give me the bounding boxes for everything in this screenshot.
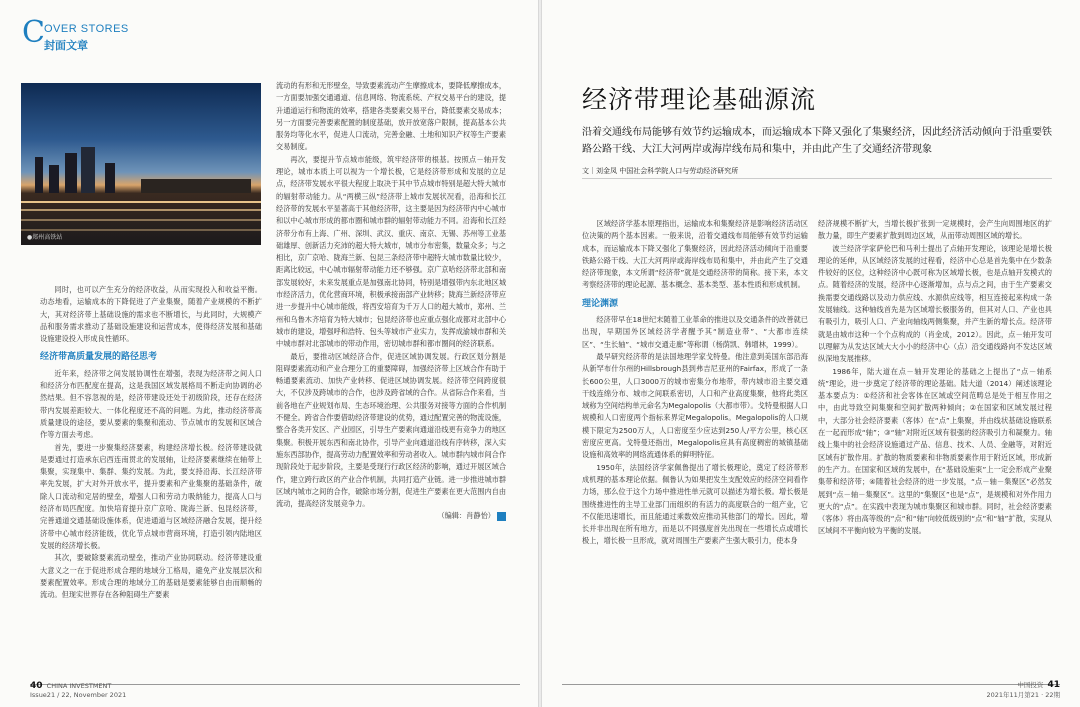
byline: 文｜刘金凤 中国社会科学院人口与劳动经济研究所 (582, 167, 739, 175)
editor-credit (276, 510, 506, 522)
right-column-1 (582, 218, 808, 548)
magazine-name: 中国投资 (1017, 681, 1044, 689)
section-title-en: OVER STORES (44, 23, 129, 35)
magazine-name: CHINA INVESTMENT (46, 682, 112, 690)
photo-caption: ●郑州高铁站 (27, 234, 63, 241)
right-folio (986, 680, 1060, 699)
page-number: 41 (1047, 680, 1060, 690)
left-column-2 (276, 80, 506, 523)
section-header (22, 15, 132, 58)
paragraph: 其次，要破除要素流动壁垒，推动产业协同联动。经济带建设重大意义之一在于促进形成合理的地域分工格局，避免产业发展层次和要素配置效率。形成合理的地域分工的基础是要素能够自由而顺畅的流动。但现实世界存在各种阻碍生产要素 (40, 553, 262, 600)
section-heading: 经济带高质量发展的路径思考 (40, 352, 158, 363)
page-number: 40 (30, 681, 43, 691)
paragraph: 1986年，陆大道在点－轴开发理论的基础之上提出了“点－轴系统”理论，进一步奠定了经济带的理论基础。陆大道（2014）阐述该理论基本要点为：①经济和社会客体在区域或空间范畴总是处于相互作用之中，由此导致空间集聚和空间扩散两种倾向；②在国家和区域发展过程中，大部分社会经济要素（客体）在“点”上集聚，并由线状基础设施联系在一起而形成“轴”；③“轴”对附近区域有很强的经济吸引力和凝聚力。轴线上集中的社会经济设施通过产品、信息、技术、人员、金融等，对附近区域有扩散作用。扩散的物质要素和非物质要素作用于附近区域，形成新的生产力。在国家和区域的发展中，在“基础设施束”上一定会形成产业聚集带和经济带；④随着社会经济的进一步发展，“点－轴－集聚区”必然发展到“点－轴－集聚区”。这里的“集聚区”也是“点”，是规模和对外作用力更大的“点”。在实践中表现为城市集聚区和城市群。同时，社会经济要素（客体）将由高等级的“点”和“轴”向较低级别的“点”和“轴”扩散，实现从区域间不平衡向较为平衡的发展。 (818, 366, 1052, 536)
paragraph: 最后，要推动区域经济合作，促进区域协调发展。行政区划分割是阻碍要素流动和产业合理分工的重要障碍，加强经济带上区域合作有助于畅通要素流动、加快产业转移、促进区域协调发展。经济带空间跨度很大，不仅涉及跨城市的合作，也涉及跨省域的合作。从省际合作来看，当前各地在产业规划布局、生态环境治理、公共服务对接等方面的合作机制不健全。跨省合作要借助经济带建设的优势，通过配置完善的物流设施，整合各类开发区、产业园区，引导生产要素向通道沿线更有竞争力的地区集聚。积极开展东西和南北协作，引导产业向通道沿线有序转移，深入实施东西部协作，提高劳动力配置效率和劳动者收入。城市群内城市间合作现阶段处于起步阶段，主要是受现行行政区经济的影响，通过开展区域合作，建立跨行政区的产业合作机制，共同打造产业链。进一步推进城市群区域内城市之间的合作，破除市场分割，促进生产要素在更大范围内自由流动，提高经济发展竞争力。 (276, 351, 507, 509)
paragraph: 近年来，经济带之间发展协调性在增强，表现为经济带之间人口和经济分布匹配度在提高，这是我国区域发展格局不断走向协调的必然结果。但不容忽视的是，经济带建设还处于初级阶段，还存在经济带内发展差距较大、一体化程度还不高的问题。为此，推动经济带高质量建设的途径，要从要素的集聚和流动、节点城市的发展和区域合作等方面去考虑。 (40, 368, 262, 440)
left-folio (30, 681, 126, 699)
section-logo-c: C (22, 15, 45, 50)
paragraph: 经济带早在18世纪末随着工业革命的推进以及交通条件的改善就已出现，早期国外区域经济学者醒予其“制造业带”、“大都市连续区”、“生长轴”、“城市交通走廊”等称谓（杨荫凯、韩增林，1999）。 (582, 315, 808, 349)
paragraph: 区域经济学基本原理指出，运输成本和集聚经济是影响经济活动区位决策的两个基本因素。一般来说，沿着交通线布局能够有效节约运输成本，而运输成本下降又强化了集聚经济，因此经济活动倾向于沿重要铁路公路干线、大江大河两岸或海岸线布局和集中，并由此产生了交通经济带现象，本文所谓“经济带”就是交通经济带的简称。接下来，本文考察经济带的理论起源、基本概念、基本类型、基本性质和形成机制。 (582, 219, 808, 290)
article-title: 经济带理论基础源流 (582, 85, 817, 114)
left-page (0, 0, 538, 707)
article-lead: 沿着交通线布局能够有效节约运输成本，而运输成本下降又强化了集聚经济，因此经济活动倾向于沿重要铁路公路干线、大江大河两岸或海岸线布局和集中，并由此产生了交通经济带现象 (582, 127, 1052, 155)
right-page (542, 0, 1080, 707)
paragraph: 首先，要进一步聚集经济要素，构建经济增长极。经济带建设就是要通过打造承东启西连南贯北的发展轴，让经济要素继续在轴带上集聚，实现集中、集群、集约发展。为此，要支持沿海、长江经济带率先发展，扩大对外开放水平，提升要素和产业集聚的基础条件，破除人口流动和定居的壁垒，增强人口和劳动力吸纳能力，提高人口与经济布局匹配度。加快培育提升京广京哈、陇海兰新、包昆经济带，完善通道交通基础设施体系，促进通道与区域经济融合发展，提升经济带中心城市经济能级，优化节点城市营商环境，打造引领内陆地区发展的经济增长极。 (40, 442, 262, 550)
paragraph: 经济规模不断扩大，当增长极扩张到一定规模时，会产生向周围地区的扩散力量，即生产要素扩散到周边区域，从而带动周围区域的增长。 (818, 219, 1052, 241)
issue-info: 2021年11月第21 · 22期 (986, 691, 1060, 699)
editor-name: （编辑：肖静怡） (437, 511, 495, 521)
issue-info: Issue21 / 22, November 2021 (30, 691, 127, 699)
footer-rule (562, 684, 1060, 685)
right-column-2 (818, 218, 1052, 538)
end-mark-icon (497, 512, 506, 521)
section-heading: 理论渊源 (582, 298, 619, 309)
paragraph: 流动的有形和无形壁垒，导致要素流动产生摩擦成本，要降低摩擦成本，一方面要加强交通通道、信息网络、物流系统、产权交易平台的建设，提升通道运行和物流的效率，搭建各类要素交易平台，降低要素交易成本；另一方面要完善要素配置的制度基础，放开放宽落户限制，提高基本公共服务均等化水平，促进人口流动，完善金融、土地和知识产权等生产要素交易制度。 (276, 81, 507, 152)
paragraph: 1950年，法国经济学家佩鲁提出了增长极理论，奠定了经济带形成机理的基本理论依据。佩鲁认为如果把发生支配效应的经济空间看作力场，那么位于这个力场中推进性单元就可以描述为增长极。增长极是围绕推进性的主导工业部门而组织的有活力的高度联合的一组产业，它不仅能迅速增长，而且能通过乘数效应推动其他部门的增长。因此，增长并非出现在所有地方，而是以不同强度首先出现在一些增长点或增长极上，增长极一旦形成，就对周围生产要素产生强大吸引力，使本身 (582, 462, 808, 546)
paragraph: 波兰经济学家萨伦巴和马利士提出了点轴开发理论，该理论是增长极理论的延伸，从区域经济发展的过程看，经济中心总是首先集中在少数条件较好的区位，这种经济中心既可称为区域增长极，也是点轴开发模式的点。随着经济的发展，经济中心逐渐增加，点与点之间，由于生产要素交换需要交通线路以及动力供应线、水源供应线等，相互连接起来构成一条发展轴线。这种轴线首先是为区域增长极服务的，但其对人口、产业也具有吸引力，吸引人口、产业向轴线两侧集聚，并产生新的增长点。经济带就是由城市这种一个个点构成的（肖金成，2012）。因此，点－轴开发可以理解为从发达区域大大小小的经济中心（点）沿交通线路向不发达区域纵深地发展推移。 (818, 243, 1052, 364)
paragraph: 最早研究经济带的是法国地理学家戈特曼。他注意到美国东部沿海从新罕布什尔州的Hillsbrough县到弗吉尼亚州的Fairfax，形成了一条长600公里，人口3000万的城市密集分布地带，带内城市沿主要交通干线连绵分布、城市之间联系密切，人口和产业高度集聚，他将此类区域称为空间结构单元命名为Megalopolis（大都市带）。戈特曼根据人口规模和人口密度两个指标来界定Megalopolis。Megalopolis的人口规模下限定为2500万人，人口密度至少应达到250人/平方公里，核心区密度应更高。戈特曼还指出，Megalopolis应具有高度稠密的城镇基础设施和高效率的网络流通体系的鲜明特征。 (582, 351, 808, 460)
paragraph: 再次，要提升节点城市能级，筑牢经济带的根基。按照点－轴开发理论，城市本质上可以视为一个增长极，它是经济带形成和发展的立足点，经济带发展水平很大程度上取决于其中节点城市特别是超大特大城市的辐射带动能力。从“两横三纵”经济带上城市发展状况看，沿海和长江经济带的发展水平显著高于其他经济带，这主要是因为经济带内中心城市和以中心城市形成的都市圈和城市群的辐射带动能力不同。沿海和长江经济带分布有上海、广州、深圳、武汉、重庆、南京、无锡、苏州等工业基础雄厚、创新活力充沛的超大特大城市，城市分布密集，数量众多；与之相比，京广京哈、陇海兰新、包昆三条经济带中超特大城市数量比较少，距离比较远，中心城市辐射带动能力还不够强。京广京哈经济带北部和南部发展较好，未来发展重点是加强南北协同，特别是增强带内东北地区城市经济活力，优化营商环境，积极承接南部产业转移；陇海兰新经济带应进一步提升中心城市能级，将西安培育为千万人口的超大城市，郑州、兰州和乌鲁木齐培育为特大城市；包昆经济带也应重点强化成都对北部中心城市的建设，增强呼和浩特、包头等城市产业实力，发挥成渝城市群和关中城市群对北部城市的带动作用，密切城市群和都市圈间的经济联系。 (276, 154, 507, 349)
section-title-zh: 封面文章 (44, 39, 88, 52)
paragraph: 同时，也可以产生充分的经济收益，从而实现投入和收益平衡。动态地看，运输成本的下降促进了产业集聚，随着产业规模的不断扩大，其对经济带上基础设施的需求也不断增长，与此同时，大规模产品和服务需求推动了基础设施建设和运营成本，使得经济发展和基础设施建设投入形成良性循环。 (40, 285, 262, 344)
title-rule (582, 178, 1052, 179)
city-railway-photo (21, 83, 261, 245)
left-column-1 (40, 284, 262, 601)
